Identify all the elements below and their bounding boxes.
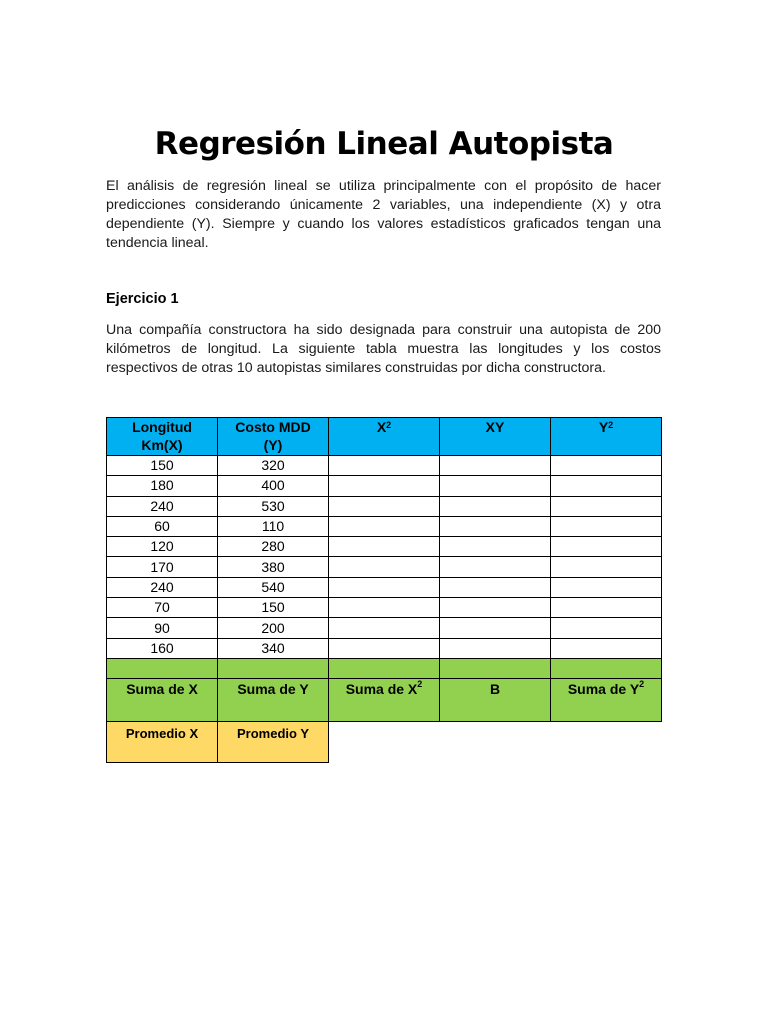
cell-y-squared (551, 638, 662, 658)
averages-row (107, 721, 662, 762)
cell-y: 340 (218, 638, 329, 658)
table-row (107, 557, 662, 577)
spacer-cell (551, 658, 662, 678)
cell-x: 180 (107, 476, 218, 496)
sum-y-cell: Suma de Y (218, 678, 329, 721)
cell-x-squared (329, 516, 440, 536)
cell-y: 540 (218, 577, 329, 597)
cell-x-squared (329, 557, 440, 577)
cell-y-squared (551, 476, 662, 496)
intro-paragraph: El análisis de regresión lineal se utiliza principalmente con el propósito de hacer predicciones considerando únicamente 2 variables, una independiente (X) y otra dependiente (Y). Siempre y cuando los valores estadísticos graficados tengan una tendencia lineal. (106, 178, 661, 251)
empty-cell (329, 721, 440, 762)
cell-y: 280 (218, 537, 329, 557)
sum-x-squared-cell (329, 678, 440, 721)
cell-xy (440, 516, 551, 536)
header-y-squared (551, 418, 662, 456)
header-longitud (107, 418, 218, 456)
cell-xy (440, 638, 551, 658)
cell-x-squared (329, 476, 440, 496)
exercise-paragraph: Una compañía constructora ha sido designada para construir una autopista de 200 kilómetros de longitud. La siguiente tabla muestra las longitudes y los costos respectivos de otras 10 autopistas similares construidas por dicha constructora. (106, 322, 661, 376)
cell-x: 170 (107, 557, 218, 577)
cell-x: 70 (107, 598, 218, 618)
table-row (107, 476, 662, 496)
table-row (107, 496, 662, 516)
sum-x-squared-base: Suma de X (345, 680, 418, 697)
cell-xy (440, 496, 551, 516)
totals-spacer-row (107, 658, 662, 678)
table-row (107, 456, 662, 476)
cell-y-squared (551, 618, 662, 638)
header-xy: XY (440, 418, 551, 456)
cell-y-squared (551, 598, 662, 618)
cell-xy (440, 557, 551, 577)
b-cell: B (440, 678, 551, 721)
header-longitud-line2: Km(X) (141, 437, 183, 453)
regression-table (106, 417, 662, 763)
cell-y: 320 (218, 456, 329, 476)
spacer-cell (329, 658, 440, 678)
average-y-cell: Promedio Y (218, 721, 329, 762)
cell-y: 380 (218, 557, 329, 577)
cell-y: 400 (218, 476, 329, 496)
cell-x-squared (329, 537, 440, 557)
cell-x: 240 (107, 577, 218, 597)
cell-y: 110 (218, 516, 329, 536)
empty-cell (440, 721, 551, 762)
cell-x: 160 (107, 638, 218, 658)
spacer-cell (218, 658, 329, 678)
document-title: Regresión Lineal Autopista (154, 126, 614, 162)
exercise-heading: Ejercicio 1 (106, 291, 179, 307)
cell-xy (440, 456, 551, 476)
cell-xy (440, 598, 551, 618)
cell-x-squared (329, 577, 440, 597)
average-x-cell: Promedio X (107, 721, 218, 762)
spacer-cell (107, 658, 218, 678)
sum-y-squared-base: Suma de Y (567, 680, 640, 697)
cell-y-squared (551, 516, 662, 536)
cell-xy (440, 476, 551, 496)
table-row (107, 638, 662, 658)
table-header-row (107, 418, 662, 456)
header-costo (218, 418, 329, 456)
table-row (107, 618, 662, 638)
header-x-squared-base: X (376, 419, 387, 435)
header-x-squared (329, 418, 440, 456)
table-row (107, 577, 662, 597)
cell-y: 150 (218, 598, 329, 618)
header-y-squared-sup: 2 (608, 420, 614, 430)
cell-x-squared (329, 496, 440, 516)
cell-x: 90 (107, 618, 218, 638)
spacer-cell (440, 658, 551, 678)
table-row (107, 537, 662, 557)
table-row (107, 516, 662, 536)
sum-y-squared-sup: 2 (639, 678, 645, 689)
cell-x: 120 (107, 537, 218, 557)
cell-x-squared (329, 618, 440, 638)
cell-xy (440, 618, 551, 638)
cell-y-squared (551, 577, 662, 597)
cell-x: 150 (107, 456, 218, 476)
cell-xy (440, 577, 551, 597)
cell-x-squared (329, 456, 440, 476)
cell-y: 530 (218, 496, 329, 516)
cell-x-squared (329, 638, 440, 658)
cell-y-squared (551, 537, 662, 557)
header-costo-line1: Costo MDD (235, 419, 311, 435)
table-row (107, 598, 662, 618)
cell-x-squared (329, 598, 440, 618)
cell-y-squared (551, 557, 662, 577)
header-costo-line2: (Y) (263, 437, 283, 453)
header-y-squared-base: Y (598, 419, 609, 435)
cell-y-squared (551, 496, 662, 516)
sum-x-cell: Suma de X (107, 678, 218, 721)
cell-y-squared (551, 456, 662, 476)
header-longitud-line1: Longitud (132, 419, 192, 435)
cell-xy (440, 537, 551, 557)
sum-y-squared-cell (551, 678, 662, 721)
sums-row (107, 678, 662, 721)
header-x-squared-sup: 2 (386, 420, 392, 430)
cell-x: 240 (107, 496, 218, 516)
cell-x: 60 (107, 516, 218, 536)
cell-y: 200 (218, 618, 329, 638)
sum-x-squared-sup: 2 (417, 678, 423, 689)
empty-cell (551, 721, 662, 762)
